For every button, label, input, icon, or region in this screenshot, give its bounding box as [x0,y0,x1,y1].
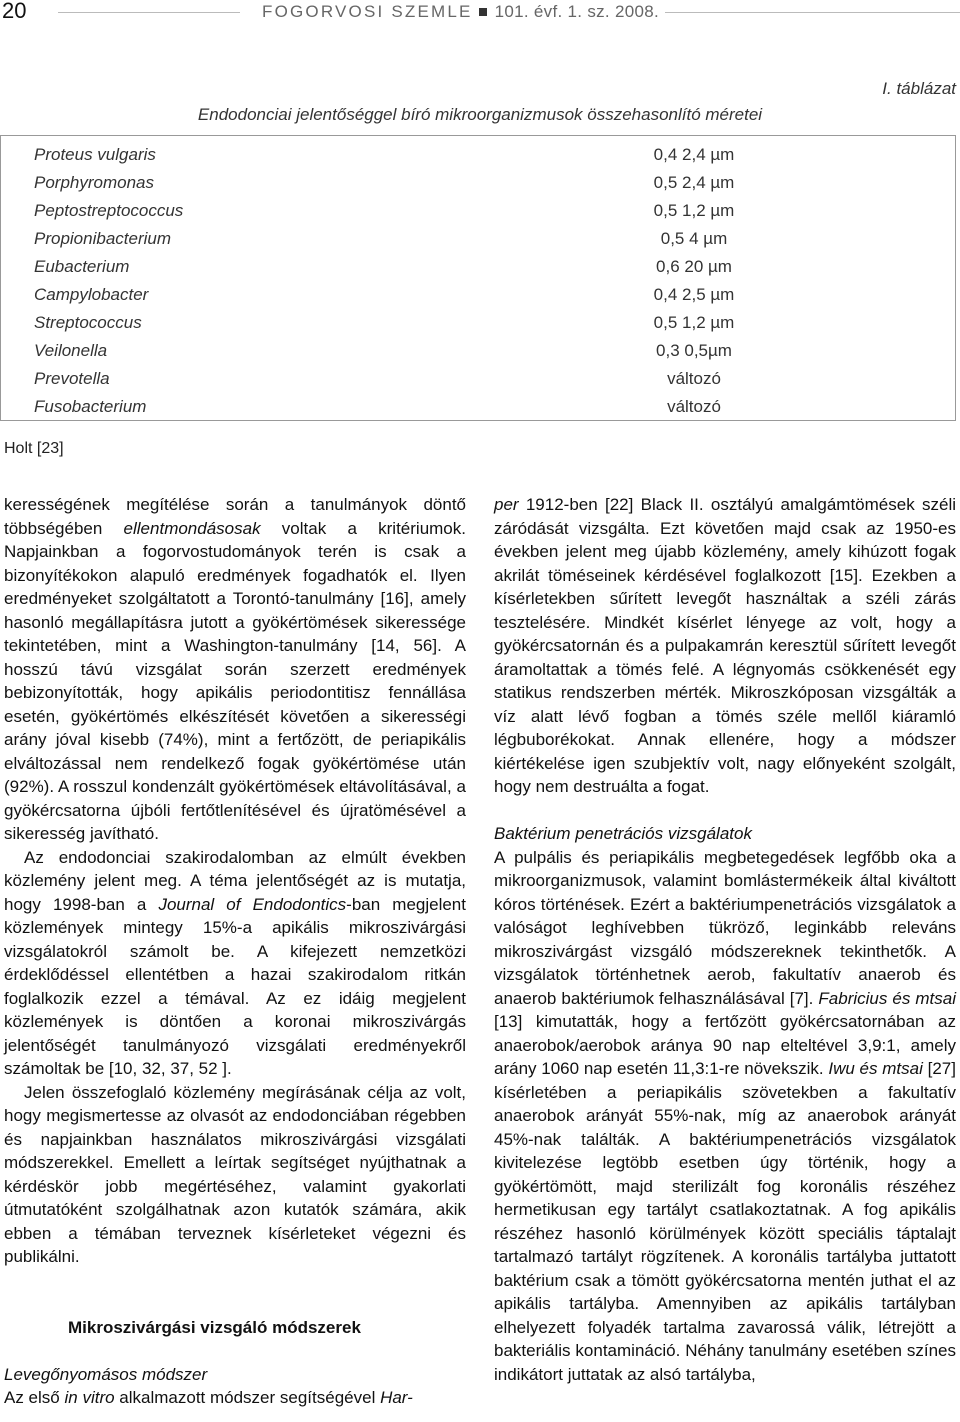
journal-name: FOGORVOSI SZEMLE [262,2,473,21]
author-citation: Iwu és mtsai [828,1059,923,1078]
organism-name: Veilonella [34,341,108,360]
left-column [4,493,466,1410]
text: 1912-ben [22] Black II. osztályú amalgámtömések széli záródását vizsgálta. Ezt követően majd csak az 1950-es években jelent meg újabb közlemény, amely kihúzott fogak akrilát töméseinek kérdésével foglalkozott [15]. Ezekben a kísérletekben sűrített levegőt használtak a széli zárás tesztelésére. Mindkét kísérlet lényege az volt, hogy a gyökércsatornán és a pulpakamrán keresztül sűrített levegőt áramoltattak a tömés felé. A légnyomás csökkenését egy statikus rendszerben mérték. Mikroszkóposan vizsgálták a víz alatt lévő fogban a tömés széle mellől kiáramló légbuborékokat. Annak ellenére, hogy a módszer kiértékelése igen szubjektív volt, nagy előnyeként szolgált, hogy nem destruálta a fogat. [494,495,956,796]
table-row [34,365,960,393]
paragraph [4,846,466,1081]
organism-name: Porphyromonas [34,173,155,192]
organism-size: 0,5 4 µm [660,229,728,248]
emphasis: in vitro [64,1388,115,1407]
organism-name: Fusobacterium [34,397,147,416]
organism-name: Propionibacterium [34,229,172,248]
paragraph [494,493,956,799]
text: [27] kísérletében a periapikális szövetekben a fakultatív anaerobok arányát 55%-nak, míg az anaerobok arányát 45%-nak találták. A baktériumpenetrációs vizsgálatok kivitelezése legtöbb esetben úgy történik, hogy a gyökértömött, majd sterilizált fog koronális részéhez hermetikusan egy tartályt csatlakoztatnak. A fog apikális részéhez hasonló körülmények között speciális táptalajt tartalmazó tartályt rögzítenek. A koronális tartályba juttatott baktérium csak a tömött gyökércsatorna mentén juthat el az apikális tartályba. Amennyiben az apikális tartályban elhelyezett folyadék tartalma zavarossá válik, létrejött a bakteriális kontamináció. Néhány tanulmány esetében színes indikátort juttatak az alsó tartályba, [494,1059,956,1384]
journal-issue: 101. évf. 1. sz. 2008. [494,2,660,21]
text: -ban megjelent közlemények mintegy 15%-a apikális mikroszivárgási vizsgálatokról számolt be. A kifejezett nemzetközi érdeklődéssel ellentétben a hazai szakirodalom ritkán foglalkozik ezzel a témával. Az ez idáig megjelent közlemények is döntően a koronai mikroszivárgás jelentőségét tanulmányozó vizsgálati eredményekről számoltak be [10, 32, 37, 52 ]. [4,894,466,1078]
text: voltak a kritériumok. Napjainkban a fogorvostudományok terén is csak a bizonyítékokon alapuló eredmények fogadhatók el. Ilyen eredményeket szolgáltatott a Torontó-tanulmány [16], amely hasonló megállapításra jutott a gyökértömések sikeressége tekintetében, mint a Washington-tanulmány [14, 56]. A hosszú távú vizsgálat során szerzett eredmények bebizonyították, hogy apikális periodontitisz fennállása esetén, gyökértömés elkészítését követően a sikerességi arány jóval kisebb (74%), mint a fertőzött, de periapikális elváltozással nem rendelkező fogak gyökértömése után (92%). A rosszul kondenzált gyökértömések eltávolításával, a gyökércsatorna újbóli fertőtlenítésével és újratömésével a sikeresség javítható. [4,518,466,843]
emphasis: Har- [380,1388,413,1407]
text: [13] kimutatták, hogy a fertőzött gyökércsatornában az anaerobok/aerobok aránya 90 nap elteltével 3,9:1, amely arány 1060 nap esetén 11,3:1-re növekszik. [494,1012,956,1078]
organism-size: 0,4 2,4 µm [653,145,735,164]
text: kerességének megítélése során a tanulmányok döntő többségében [4,495,466,538]
header-rule-right [665,12,960,13]
organism-size: változó [667,397,721,416]
organism-size: 0,5 1,2 µm [653,313,735,332]
page-number: 20 [2,0,27,23]
text: alkalmazott módszer segítségével [114,1388,381,1407]
table-row [34,141,960,169]
journal-title: Journal of Endodontics [158,894,347,914]
table-row [34,393,960,421]
table-row [34,253,960,281]
organism-name: Peptostreptococcus [34,201,184,220]
organism-name: Proteus vulgaris [34,145,156,164]
section-heading: Mikroszivárgási vizsgáló módszerek [68,1317,361,1337]
organism-name: Prevotella [34,369,110,388]
organism-size: 0,5 1,2 µm [653,201,735,220]
emphasis: per [494,495,519,514]
organism-name: Eubacterium [34,257,130,276]
organism-size: változó [667,369,721,388]
table-row [34,225,960,253]
paragraph [4,493,466,846]
table-label: I. táblázat [882,79,956,98]
paragraph [4,1386,466,1410]
text: A pulpális és periapikális megbetegedések legfőbb oka a mikroorganizmusok, valamint bomlástermékeik által kiváltott kóros történések. Ezért a baktériumpenetrációs vizsgálatok a valóságot leghívebben tükröző, leginkább releváns mikroszivárgást vizsgáló módszereknek tekinthetők. A vizsgálatok történhetnek aerob, fakultatív anaerob és anaerob baktériumok felhasználásával [7]. [494,847,956,1008]
sub-heading: Baktérium penetrációs vizsgálatok [494,824,752,843]
header-rule-left [58,12,240,13]
organism-size: 0,5 2,4 µm [653,173,735,192]
organism-name: Campylobacter [34,285,149,304]
square-bullet-icon [479,8,487,16]
table-title: Endodonciai jelentőséggel bíró mikroorganizmusok összehasonlító méretei [197,105,763,124]
paragraph: Jelen összefoglaló közlemény megírásának célja az volt, hogy megismertesse az olvasót az endodonciában régebben és napjainkban használatos mikroszivárgási vizsgálati módszerekkel. Emellett a leírtak segítséget nyújthatnak a kérdéskör jobb megértéséhez, valamint gyakorlati útmutatóként szolgálhatnak azon kutatók számára, akik ebben a témában terveznek kísérleteket végezni és publikálni. [4,1082,466,1266]
table-row [34,197,960,225]
right-column [494,493,956,1386]
paragraph [494,846,956,1387]
organism-size: 0,3 0,5µm [656,341,732,360]
size-table [34,141,960,421]
author-citation: Fabricius és mtsai [818,988,956,1008]
table-row [34,309,960,337]
table-source: Holt [23] [4,440,64,457]
organism-size: 0,4 2,5 µm [653,285,735,304]
text: Az első [4,1388,65,1407]
table-row [34,337,960,365]
text: Az endodonciai szakirodalomban az elmúlt években közlemény jelent meg. A téma jelentőségét az is mutatja, hogy 1998-ban a [4,847,466,914]
table-row [34,281,960,309]
emphasis: ellentmondásosak [123,518,261,538]
sub-heading: Levegőnyomásos módszer [4,1364,208,1384]
running-header [262,2,659,22]
organism-size: 0,6 20 µm [656,257,732,276]
table-row [34,169,960,197]
organism-name: Streptococcus [34,313,142,332]
